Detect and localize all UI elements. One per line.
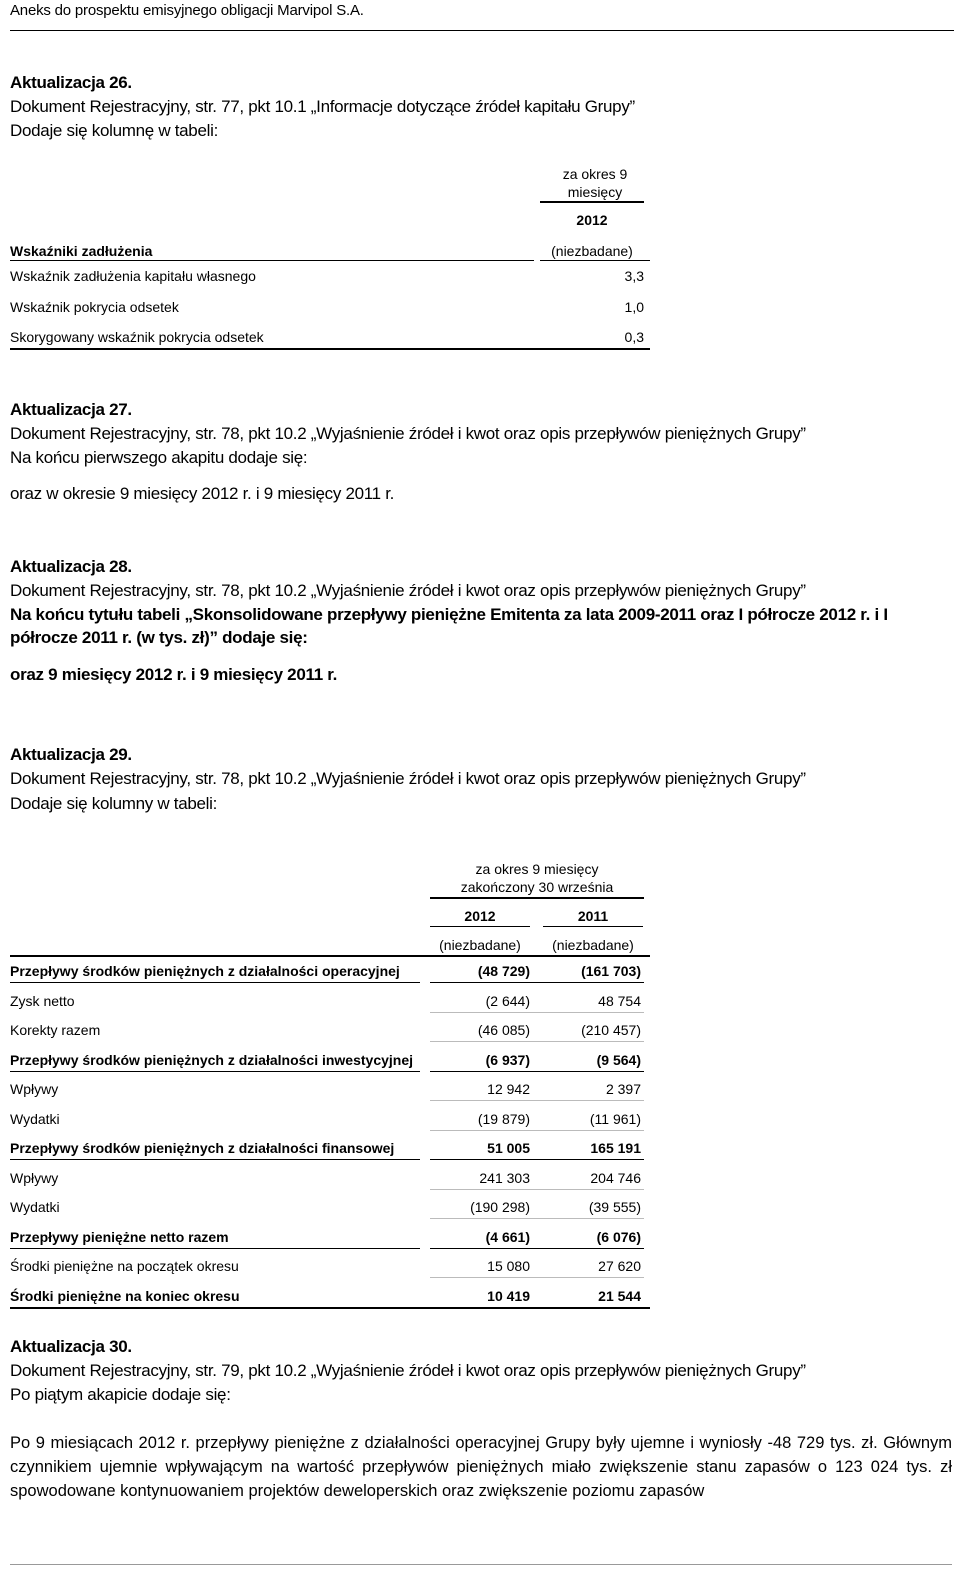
t2-row-label: Zysk netto [10,993,75,1009]
update-29-title: Aktualizacja 29. [10,745,132,764]
update-26-instruction: Dodaje się kolumnę w tabeli: [10,121,218,140]
t1-bottom-rule [10,348,650,350]
update-28-instruction-line1: Na końcu tytułu tabeli „Skonsolidowane przepływy pieniężne Emitenta za lata 2009-2011 oraz I półrocze 2012 r. i I [10,605,888,624]
t2-row-label: Przepływy środków pieniężnych z działalności operacyjnej [10,963,400,979]
t2-row-label: Przepływy środków pieniężnych z działalności inwestycyjnej [10,1052,414,1068]
t2-row-rule [430,1012,644,1013]
t2-section-rule [10,1071,420,1072]
t1-header-rule-left [10,260,534,261]
t2-bottom-rule [10,1307,650,1309]
t2-row-value-2011: 27 620 [598,1258,641,1274]
footer-rule [10,1564,952,1565]
t2-row-value-2012: 10 419 [487,1288,530,1304]
t2-header-rule [10,955,650,957]
t1-header-rule-right [540,260,650,261]
t2-row-value-2011: (9 564) [596,1052,641,1068]
t1-period-line1: za okres 9 [562,166,628,182]
update-28-doc-ref: Dokument Rejestracyjny, str. 78, pkt 10.2 „Wyjaśnienie źródeł i kwot oraz opis przepływów pieniężnych Grupy” [10,581,806,600]
t2-section-rule-values [430,1071,644,1072]
t2-row-value-2011: (161 703) [581,963,641,979]
t2-row-label: Środki pieniężne na początek okresu [10,1258,239,1274]
t2-row-label: Korekty razem [10,1022,101,1038]
t2-year-2012: 2012 [464,908,496,924]
t2-section-rule [10,982,420,983]
update-27-instruction: Na końcu pierwszego akapitu dodaje się: [10,448,308,467]
t2-row-value-2012: 12 942 [487,1081,530,1097]
t2-year-2011: 2011 [577,908,609,924]
t2-row-rule [430,1041,644,1042]
t2-row-value-2011: (6 076) [596,1229,641,1245]
t2-year-underline-2012 [430,926,530,927]
t2-row-rule [430,1277,644,1278]
t1-period-underline [540,201,644,203]
t2-row-value-2012: 15 080 [487,1258,530,1274]
t2-row-label: Wpływy [10,1081,59,1097]
t2-row-label: Wpływy [10,1170,59,1186]
t1-row-label: Wskaźnik zadłużenia kapitału własnego [10,268,256,284]
t1-row-label: Wskaźnik pokrycia odsetek [10,299,179,315]
t2-section-rule [10,1159,420,1160]
t2-row-value-2012: 51 005 [487,1140,530,1156]
t2-row-rule [430,1130,644,1131]
t2-row-value-2011: (210 457) [581,1022,641,1038]
t2-row-rule [430,1189,644,1190]
page-header-title: Aneks do prospektu emisyjnego obligacji Marvipol S.A. [10,2,364,19]
update-27-doc-ref: Dokument Rejestracyjny, str. 78, pkt 10.2 „Wyjaśnienie źródeł i kwot oraz opis przepływów pieniężnych Grupy” [10,424,806,443]
t2-section-rule [10,1248,420,1249]
t2-period-line1: za okres 9 miesięcy [475,861,599,877]
update-30-doc-ref: Dokument Rejestracyjny, str. 79, pkt 10.2 „Wyjaśnienie źródeł i kwot oraz opis przepływów pieniężnych Grupy” [10,1361,806,1380]
update-28-text: oraz 9 miesięcy 2012 r. i 9 miesięcy 2011 r. [10,665,338,684]
t1-year: 2012 [576,212,608,228]
update-26-doc-ref: Dokument Rejestracyjny, str. 77, pkt 10.1 „Informacje dotyczące źródeł kapitału Grupy” [10,97,635,116]
page-header [10,0,954,31]
t2-row-value-2011: 48 754 [598,993,641,1009]
t1-row-value: 1,0 [624,299,644,315]
update-30-paragraph: Po 9 miesiącach 2012 r. przepływy pieniężne z działalności operacyjnej Grupy były ujemne i wyniosły -48 729 tys. zł. Głównym czynnikiem ujemnie wpływającym na wartość przepływów pieniężnych miało zwiększenie stanu zapasów o 123 024 tys. zł spowodowane kontynuowaniem projektów deweloperskich oraz zwiększenie poziomu zapasów [10,1434,952,1500]
update-29-doc-ref: Dokument Rejestracyjny, str. 78, pkt 10.2 „Wyjaśnienie źródeł i kwot oraz opis przepływów pieniężnych Grupy” [10,769,806,788]
t1-audit: (niezbadane) [551,243,633,259]
t2-audit-2011: (niezbadane) [552,937,634,953]
t2-row-value-2012: (46 085) [477,1022,530,1038]
t2-row-label: Przepływy środków pieniężnych z działalności finansowej [10,1140,395,1156]
t2-audit-2012: (niezbadane) [439,937,521,953]
update-27-text: oraz w okresie 9 miesięcy 2012 r. i 9 miesięcy 2011 r. [10,484,395,503]
t2-row-rule [430,1218,644,1219]
t2-row-value-2011: (11 961) [589,1111,641,1127]
update-27-title: Aktualizacja 27. [10,400,132,419]
t2-row-label: Wydatki [10,1199,60,1215]
t2-row-label: Przepływy pieniężne netto razem [10,1229,229,1245]
t2-row-value-2012: (6 937) [485,1052,530,1068]
t2-period-underline [430,897,644,899]
t1-row-header: Wskaźniki zadłużenia [10,243,153,259]
update-28-title: Aktualizacja 28. [10,557,132,576]
t2-row-value-2011: (39 555) [588,1199,641,1215]
t2-row-label: Środki pieniężne na koniec okresu [10,1288,240,1304]
t2-section-rule-values [430,1248,644,1249]
t1-row-value: 3,3 [624,268,644,284]
t1-row-label: Skorygowany wskaźnik pokrycia odsetek [10,329,264,345]
t2-row-value-2012: (4 661) [485,1229,530,1245]
t2-row-value-2012: (48 729) [477,963,530,979]
update-28-instruction-line2: półrocze 2011 r. (w tys. zł)” dodaje się: [10,628,308,647]
update-29-instruction: Dodaje się kolumny w tabeli: [10,794,218,813]
t2-row-value-2011: 204 746 [590,1170,641,1186]
t2-row-value-2012: (19 879) [477,1111,530,1127]
update-30-title: Aktualizacja 30. [10,1337,132,1356]
t1-row-value: 0,3 [624,329,644,345]
t1-period-line2: miesięcy [567,184,623,200]
t2-row-value-2011: 2 397 [605,1081,641,1097]
t2-row-value-2011: 165 191 [590,1140,641,1156]
t2-period-line2: zakończony 30 września [460,879,614,895]
update-26-title: Aktualizacja 26. [10,73,132,92]
t2-row-value-2011: 21 544 [598,1288,641,1304]
t2-row-value-2012: (190 298) [470,1199,530,1215]
t2-row-label: Wydatki [10,1111,60,1127]
t2-row-rule [430,1100,644,1101]
t2-row-value-2012: 241 303 [479,1170,530,1186]
t2-section-rule-values [430,982,644,983]
t2-section-rule-values [430,1159,644,1160]
t2-row-value-2012: (2 644) [485,993,530,1009]
t2-year-underline-2011 [543,926,643,927]
update-30-instruction: Po piątym akapicie dodaje się: [10,1385,231,1404]
